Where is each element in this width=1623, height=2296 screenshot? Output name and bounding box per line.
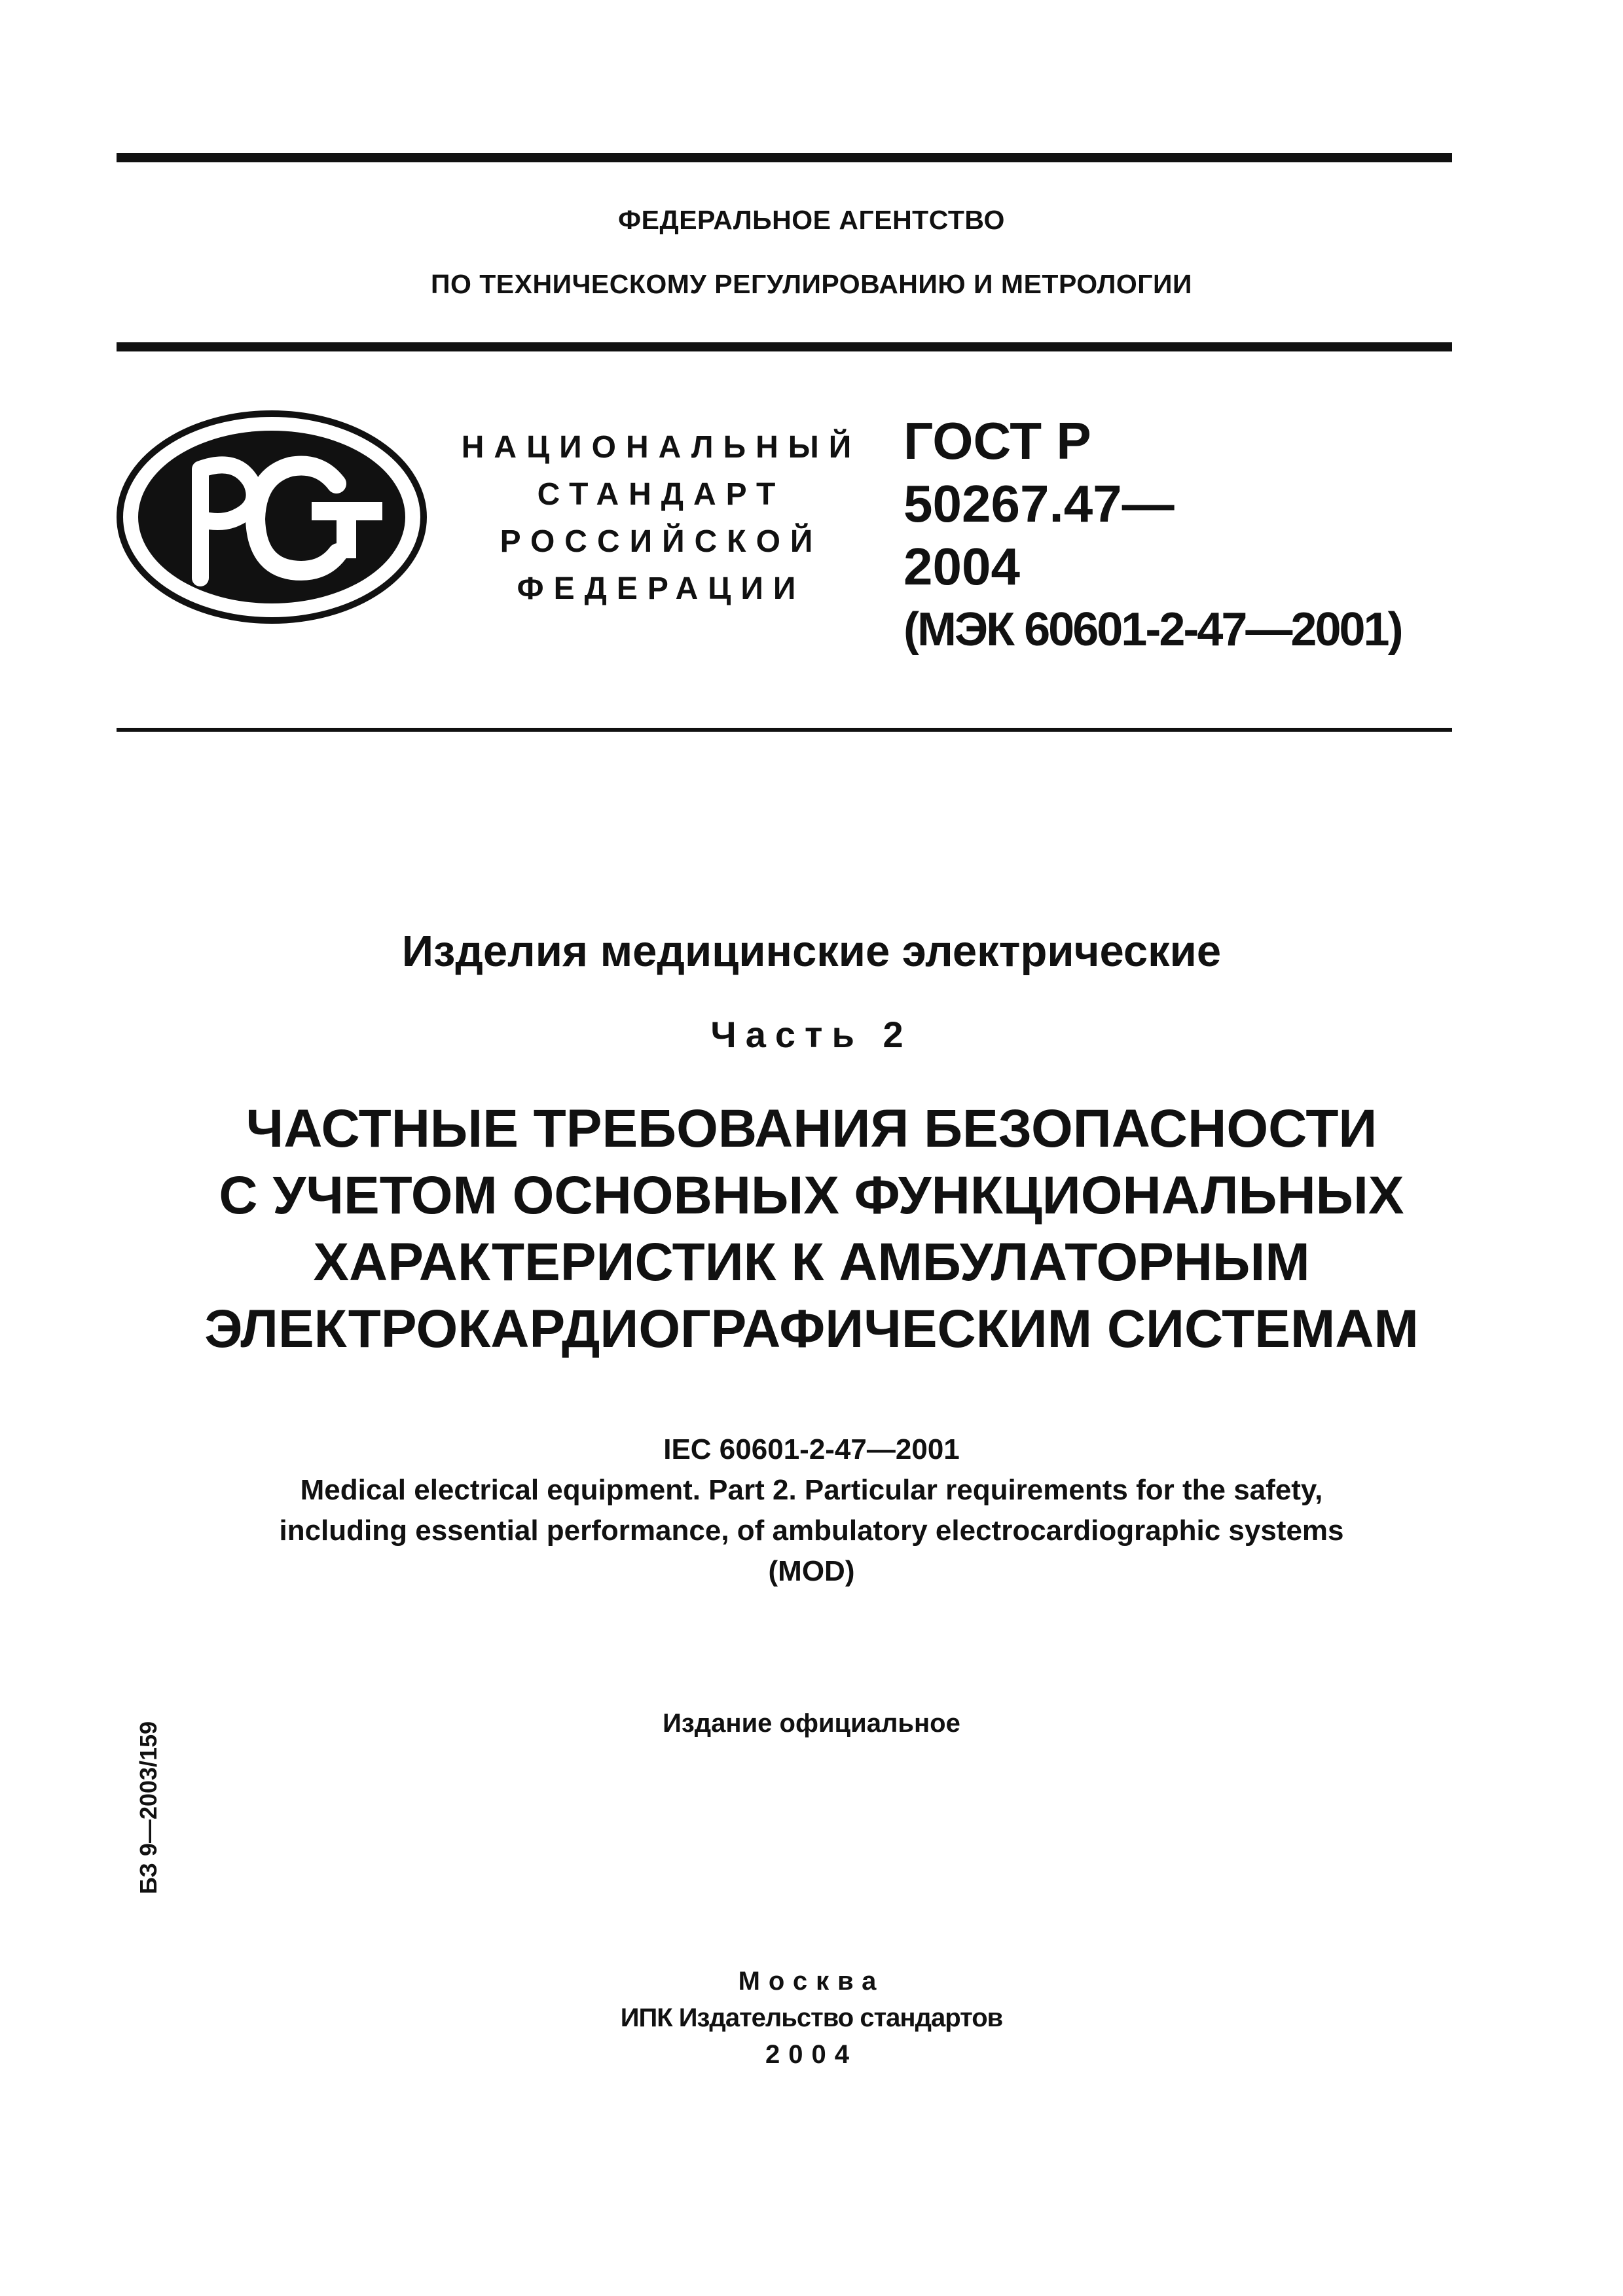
- section-rule: [117, 728, 1452, 732]
- national-standard-line-3: РОССИЙСКОЙ: [500, 524, 823, 559]
- header-rule: [117, 342, 1452, 351]
- top-rule: [117, 153, 1452, 162]
- iec-designation: IEC 60601-2-47—2001: [663, 1433, 960, 1465]
- iec-title-line: Medical electrical equipment. Part 2. Particular requirements for the safety,: [300, 1474, 1323, 1506]
- national-standard-line-1: НАЦИОНАЛЬНЫЙ: [461, 430, 862, 465]
- iec-mod-label: (MOD): [768, 1555, 855, 1587]
- gost-iec-reference: (МЭК 60601-2-47—2001): [903, 603, 1402, 656]
- national-standard-line-2: СТАНДАРТ: [537, 477, 786, 512]
- edition-label: Издание официальное: [663, 1709, 960, 1738]
- publisher-name: ИПК Издательство стандартов: [620, 2003, 1003, 2032]
- gost-designation-line-3: 2004: [903, 537, 1020, 596]
- publication-year: 2004: [765, 2040, 858, 2069]
- subtitle-line: ХАРАКТЕРИСТИК К АМБУЛАТОРНЫМ: [313, 1232, 1310, 1292]
- side-registration-code: БЗ 9—2003/159: [135, 1721, 162, 1894]
- publication-city: Москва: [738, 1967, 885, 1996]
- document-title: Изделия медицинские электрические: [401, 927, 1222, 976]
- document-part: Часть 2: [710, 1014, 913, 1055]
- rst-logo-icon: [115, 409, 428, 625]
- subtitle-line: С УЧЕТОМ ОСНОВНЫХ ФУНКЦИОНАЛЬНЫХ: [219, 1166, 1404, 1225]
- agency-line-2: ПО ТЕХНИЧЕСКОМУ РЕГУЛИРОВАНИЮ И МЕТРОЛОГИИ: [431, 269, 1192, 299]
- national-standard-line-4: ФЕДЕРАЦИИ: [517, 571, 806, 606]
- gost-designation-line-2: 50267.47—: [903, 475, 1175, 533]
- subtitle-line: ЭЛЕКТРОКАРДИОГРАФИЧЕСКИМ СИСТЕМАМ: [204, 1299, 1419, 1359]
- subtitle-line: ЧАСТНЫЕ ТРЕБОВАНИЯ БЕЗОПАСНОСТИ: [246, 1099, 1377, 1158]
- gost-designation-line-1: ГОСТ Р: [903, 412, 1091, 470]
- iec-title-line: including essential performance, of ambulatory electrocardiographic systems: [279, 1515, 1344, 1547]
- agency-line-1: ФЕДЕРАЛЬНОЕ АГЕНТСТВО: [618, 205, 1005, 235]
